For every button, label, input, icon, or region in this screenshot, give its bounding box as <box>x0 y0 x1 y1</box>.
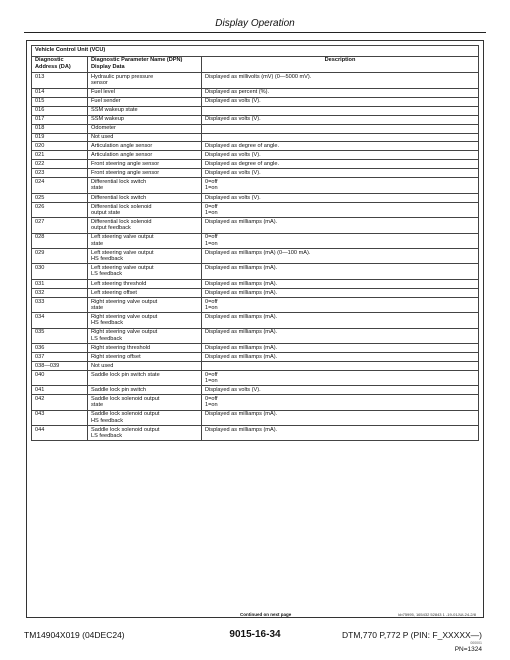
parameter-name-line: sensor <box>91 80 108 87</box>
parameter-name-line: Left steering valve output <box>91 249 154 256</box>
description-line: Displayed as millivolts (mV) (0—5000 mV). <box>205 73 312 80</box>
table-row <box>32 106 479 115</box>
table-row <box>32 279 479 288</box>
cell-description <box>202 142 479 151</box>
parameter-name-line: Differential lock switch <box>91 194 147 201</box>
cell-description <box>202 343 479 352</box>
table-row <box>32 328 479 343</box>
cell-diagnostic-address: 033 <box>32 297 88 312</box>
cell-diagnostic-address: 032 <box>32 288 88 297</box>
description-line: 0=off <box>205 203 218 210</box>
cell-parameter-name <box>88 218 202 233</box>
page-number: 9015-16-34 <box>229 629 281 640</box>
table-row <box>32 352 479 361</box>
parameter-name-line: Right steering threshold <box>91 344 151 351</box>
parameter-name-line: state <box>91 304 104 311</box>
description-line: Displayed as volts (V). <box>205 116 261 123</box>
cell-parameter-name <box>88 73 202 88</box>
cell-diagnostic-address: 042 <box>32 395 88 410</box>
cell-description <box>202 233 479 248</box>
table-row <box>32 202 479 217</box>
header-divider <box>24 32 486 33</box>
table-row <box>32 248 479 263</box>
cell-description <box>202 248 479 263</box>
cell-diagnostic-address: 014 <box>32 88 88 97</box>
description-line: Displayed as percent (%). <box>205 89 270 96</box>
cell-parameter-name <box>88 202 202 217</box>
parameter-name-line: HS feedback <box>91 320 124 327</box>
table-row <box>32 151 479 160</box>
parameter-name-line: Saddle lock pin switch <box>91 387 147 394</box>
description-line: Displayed as volts (V). <box>205 194 261 201</box>
cell-description <box>202 178 479 193</box>
cell-parameter-name <box>88 370 202 385</box>
unit-title: Vehicle Control Unit (VCU) <box>32 46 479 57</box>
cell-diagnostic-address: 021 <box>32 151 88 160</box>
cell-description <box>202 328 479 343</box>
cell-parameter-name <box>88 97 202 106</box>
cell-description <box>202 279 479 288</box>
cell-parameter-name <box>88 386 202 395</box>
cell-description <box>202 88 479 97</box>
table-row <box>32 193 479 202</box>
cell-diagnostic-address: 038—039 <box>32 361 88 370</box>
description-line: 1=on <box>205 209 218 216</box>
cell-diagnostic-address: 030 <box>32 264 88 279</box>
description-line: Displayed as milliamps (mA). <box>205 329 278 336</box>
cell-description <box>202 297 479 312</box>
cell-diagnostic-address: 036 <box>32 343 88 352</box>
cell-parameter-name <box>88 426 202 441</box>
description-line: Displayed as volts (V). <box>205 98 261 105</box>
cell-description <box>202 133 479 142</box>
cell-diagnostic-address: 024 <box>32 178 88 193</box>
parameter-name-line: Saddle lock solenoid output <box>91 426 160 433</box>
cell-diagnostic-address: 040 <box>32 370 88 385</box>
cell-parameter-name <box>88 361 202 370</box>
description-line: Displayed as milliamps (mA). <box>205 289 278 296</box>
parameter-name-line: Not used <box>91 362 114 369</box>
table-body <box>32 73 479 441</box>
cell-diagnostic-address: 020 <box>32 142 88 151</box>
parameter-name-line: Saddle lock solenoid output <box>91 411 160 418</box>
description-line: Displayed as degree of angle. <box>205 143 280 150</box>
parameter-name-line: Fuel sender <box>91 98 121 105</box>
cell-parameter-name <box>88 169 202 178</box>
parameter-name-line: SSM wakeup state <box>91 107 138 114</box>
table-row <box>32 370 479 385</box>
cell-description <box>202 410 479 425</box>
small-code: 000001 <box>470 641 482 645</box>
cell-parameter-name <box>88 328 202 343</box>
cell-parameter-name <box>88 115 202 124</box>
parameter-name-line: Right steering valve output <box>91 298 158 305</box>
cell-parameter-name <box>88 124 202 133</box>
table-row <box>32 169 479 178</box>
cell-diagnostic-address: 043 <box>32 410 88 425</box>
table-row <box>32 361 479 370</box>
table-row <box>32 124 479 133</box>
cell-diagnostic-address: 028 <box>32 233 88 248</box>
description-line: Displayed as milliamps (mA). <box>205 218 278 225</box>
cell-diagnostic-address: 025 <box>32 193 88 202</box>
parameter-name-line: LS feedback <box>91 335 123 342</box>
description-line: 0=off <box>205 298 218 305</box>
cell-parameter-name <box>88 279 202 288</box>
parameter-name-line: HS feedback <box>91 255 124 262</box>
cell-diagnostic-address: 015 <box>32 97 88 106</box>
cell-parameter-name <box>88 193 202 202</box>
parameter-name-line: output feedback <box>91 225 131 232</box>
column-header-da: Diagnostic Address (DA) <box>32 56 88 73</box>
table-row <box>32 386 479 395</box>
cell-diagnostic-address: 041 <box>32 386 88 395</box>
parameter-name-line: Saddle lock solenoid output <box>91 396 160 403</box>
description-line: Displayed as volts (V). <box>205 152 261 159</box>
cell-parameter-name <box>88 288 202 297</box>
table-row <box>32 343 479 352</box>
description-line: 0=off <box>205 234 218 241</box>
cell-description <box>202 370 479 385</box>
cell-diagnostic-address: 034 <box>32 313 88 328</box>
cell-description <box>202 124 479 133</box>
cell-description <box>202 361 479 370</box>
parameter-name-line: HS feedback <box>91 417 124 424</box>
cell-description <box>202 169 479 178</box>
description-line: Displayed as milliamps (mA). <box>205 265 278 272</box>
description-line: Displayed as milliamps (mA). <box>205 313 278 320</box>
parameter-name-line: Odometer <box>91 125 116 132</box>
cell-diagnostic-address: 035 <box>32 328 88 343</box>
parameter-name-line: LS feedback <box>91 433 123 439</box>
cell-parameter-name <box>88 106 202 115</box>
cell-diagnostic-address: 016 <box>32 106 88 115</box>
parameter-name-line: LS feedback <box>91 271 123 278</box>
table-row <box>32 160 479 169</box>
model-info: DTM,770 P,772 P (PIN: F_XXXXX—) <box>342 630 482 640</box>
parameter-name-line: Saddle lock pin switch state <box>91 371 160 378</box>
description-line: Displayed as milliamps (mA). <box>205 353 278 360</box>
description-line: Displayed as volts (V). <box>205 387 261 394</box>
description-line: Displayed as degree of angle. <box>205 161 280 168</box>
description-line: Displayed as milliamps (mA) (0—100 mA). <box>205 249 311 256</box>
cell-parameter-name <box>88 178 202 193</box>
parameter-name-line: Articulation angle sensor <box>91 152 153 159</box>
parameter-name-line: Differential lock solenoid <box>91 203 152 210</box>
cell-diagnostic-address: 013 <box>32 73 88 88</box>
description-line: 1=on <box>205 304 218 311</box>
table-row <box>32 142 479 151</box>
table-row <box>32 133 479 142</box>
description-line: Displayed as milliamps (mA). <box>205 280 278 287</box>
table-row <box>32 395 479 410</box>
table-row <box>32 313 479 328</box>
parameter-name-line: Right steering offset <box>91 353 141 360</box>
cell-description <box>202 151 479 160</box>
cell-description <box>202 288 479 297</box>
cell-description <box>202 352 479 361</box>
parameter-name-line: Left steering offset <box>91 289 137 296</box>
description-line: Displayed as milliamps (mA). <box>205 411 278 418</box>
table-row <box>32 426 479 441</box>
cell-description <box>202 264 479 279</box>
continued-note: Continued on next page <box>240 612 292 617</box>
parameter-name-line: Right steering valve output <box>91 313 158 320</box>
parameter-name-line: Left steering valve output <box>91 234 154 241</box>
parameter-name-line: Front steering angle sensor <box>91 170 160 177</box>
part-number: PN=1324 <box>454 646 482 653</box>
cell-diagnostic-address: 044 <box>32 426 88 441</box>
parameter-name-line: state <box>91 240 104 247</box>
cell-diagnostic-address: 031 <box>32 279 88 288</box>
table-row <box>32 97 479 106</box>
description-line: Displayed as volts (V). <box>205 170 261 177</box>
parameter-name-line: output state <box>91 209 121 216</box>
parameter-name-line: Hydraulic pump pressure <box>91 73 154 80</box>
column-header-description: Description <box>202 56 479 73</box>
table-row <box>32 410 479 425</box>
cell-parameter-name <box>88 343 202 352</box>
cell-parameter-name <box>88 352 202 361</box>
cell-parameter-name <box>88 410 202 425</box>
manual-number: TM14904X019 (04DEC24) <box>24 630 125 640</box>
parameter-name-line: Fuel level <box>91 89 115 96</box>
cell-diagnostic-address: 017 <box>32 115 88 124</box>
cell-description <box>202 106 479 115</box>
cell-diagnostic-address: 029 <box>32 248 88 263</box>
parameter-name-line: Left steering threshold <box>91 280 147 287</box>
cell-description <box>202 395 479 410</box>
vcu-diagnostic-table <box>31 45 479 441</box>
description-line: 1=on <box>205 185 218 192</box>
parameter-name-line: Front steering angle sensor <box>91 161 160 168</box>
cell-description <box>202 160 479 169</box>
cell-description <box>202 426 479 441</box>
cell-diagnostic-address: 018 <box>32 124 88 133</box>
parameter-name-line: Left steering valve output <box>91 265 154 272</box>
cell-description <box>202 218 479 233</box>
cell-description <box>202 313 479 328</box>
description-line: 1=on <box>205 377 218 384</box>
cell-description <box>202 202 479 217</box>
cell-parameter-name <box>88 248 202 263</box>
parameter-name-line: Differential lock solenoid <box>91 218 152 225</box>
cell-diagnostic-address: 027 <box>32 218 88 233</box>
cell-parameter-name <box>88 395 202 410</box>
description-line: 0=off <box>205 179 218 186</box>
table-row <box>32 178 479 193</box>
column-header-dpn: Diagnostic Parameter Name (DPN) Display Data <box>88 56 202 73</box>
table-row <box>32 264 479 279</box>
cell-parameter-name <box>88 151 202 160</box>
cell-parameter-name <box>88 297 202 312</box>
cell-diagnostic-address: 023 <box>32 169 88 178</box>
cell-description <box>202 73 479 88</box>
cell-parameter-name <box>88 233 202 248</box>
parameter-name-line: Not used <box>91 134 114 141</box>
cell-diagnostic-address: 019 <box>32 133 88 142</box>
cell-parameter-name <box>88 160 202 169</box>
cell-description <box>202 97 479 106</box>
cell-description <box>202 386 479 395</box>
cell-description <box>202 115 479 124</box>
table-row <box>32 233 479 248</box>
cell-diagnostic-address: 037 <box>32 352 88 361</box>
cell-diagnostic-address: 026 <box>32 202 88 217</box>
table-row <box>32 73 479 88</box>
description-line: 1=on <box>205 240 218 247</box>
parameter-name-line: Right steering valve output <box>91 329 158 336</box>
parameter-name-line: SSM wakeup <box>91 116 124 123</box>
parameter-name-line: state <box>91 185 104 192</box>
table-row <box>32 288 479 297</box>
cell-description <box>202 193 479 202</box>
parameter-name-line: Articulation angle sensor <box>91 143 153 150</box>
description-line: Displayed as milliamps (mA). <box>205 426 278 433</box>
cell-parameter-name <box>88 264 202 279</box>
cell-parameter-name <box>88 88 202 97</box>
table-row <box>32 218 479 233</box>
page-header-title: Display Operation <box>215 18 295 29</box>
table-row <box>32 297 479 312</box>
description-line: Displayed as milliamps (mA). <box>205 344 278 351</box>
description-line: 0=off <box>205 371 218 378</box>
parameter-name-line: state <box>91 402 104 409</box>
description-line: 0=off <box>205 396 218 403</box>
cell-parameter-name <box>88 133 202 142</box>
parameter-name-line: Differential lock switch <box>91 179 147 186</box>
cell-parameter-name <box>88 313 202 328</box>
cell-diagnostic-address: 022 <box>32 160 88 169</box>
document-id: kb75995, 165432 52843 1 -19-01JUL24-2/8 <box>398 612 476 617</box>
table-row <box>32 88 479 97</box>
description-line: 1=on <box>205 402 218 409</box>
table-row <box>32 115 479 124</box>
cell-parameter-name <box>88 142 202 151</box>
